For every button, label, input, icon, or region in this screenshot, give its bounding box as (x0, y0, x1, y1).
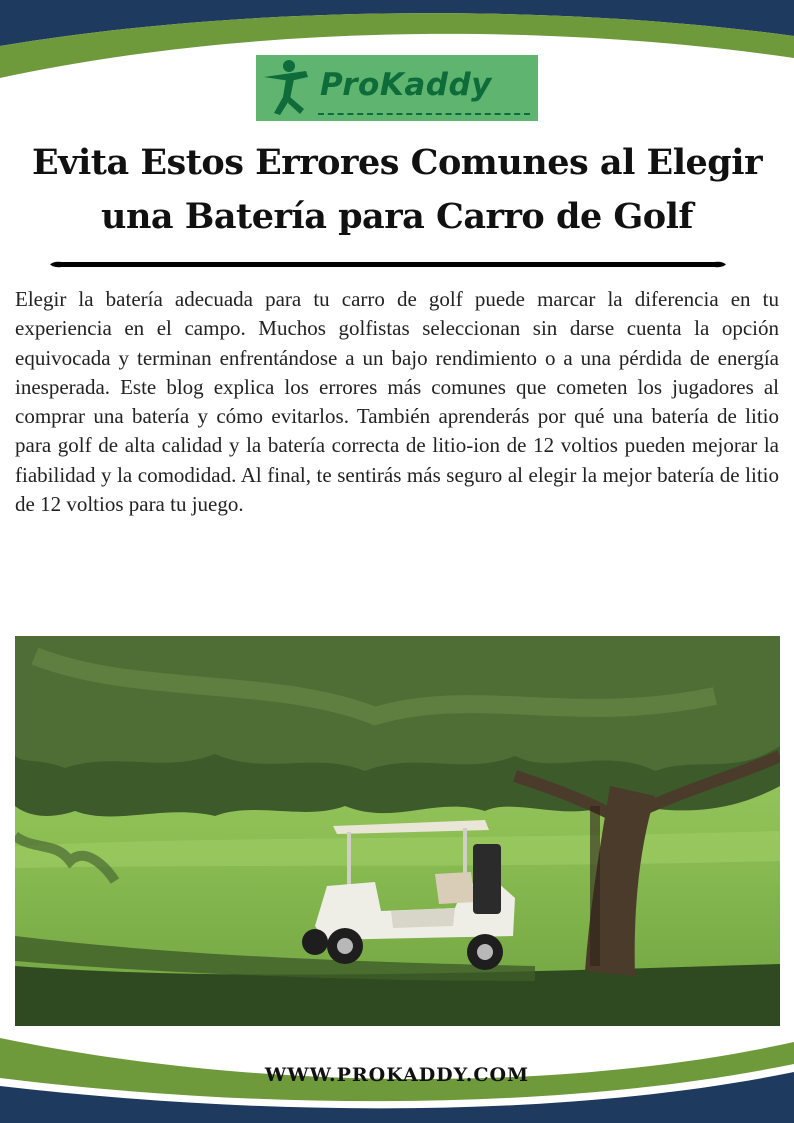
title-divider (50, 261, 726, 268)
brand-name: ProKaddy (320, 67, 492, 103)
page-title-line-2: una Batería para Carro de Golf (101, 196, 693, 237)
brand-logo (256, 55, 538, 121)
logo-dash-line (318, 113, 530, 115)
website-link[interactable]: WWW.PROKADDY.COM (264, 1064, 530, 1086)
intro-paragraph: Elegir la batería adecuada para tu carro de golf puede marcar la diferencia en tu experiencia en el campo. Muchos golfistas seleccionan sin darse cuenta la opción equivocada y terminan enfrentándose a un bajo rendimiento o a una pérdida de energía inesperada. Este blog explica los errores más comunes que cometen los jugadores al comprar una batería y cómo evitarlos. También aprenderás por qué una batería de litio para golf de alta calidad y la batería correcta de litio-ion de 12 voltios pueden mejorar la fiabilidad y la comodidad. Al final, te sentirás más seguro al elegir la mejor batería de litio de 12 voltios para tu juego. (15, 287, 779, 517)
golf-cart-photo (15, 636, 780, 1026)
page-title-line-1: Evita Estos Errores Comunes al Elegir (31, 142, 763, 183)
golfer-figure-icon (260, 57, 316, 119)
